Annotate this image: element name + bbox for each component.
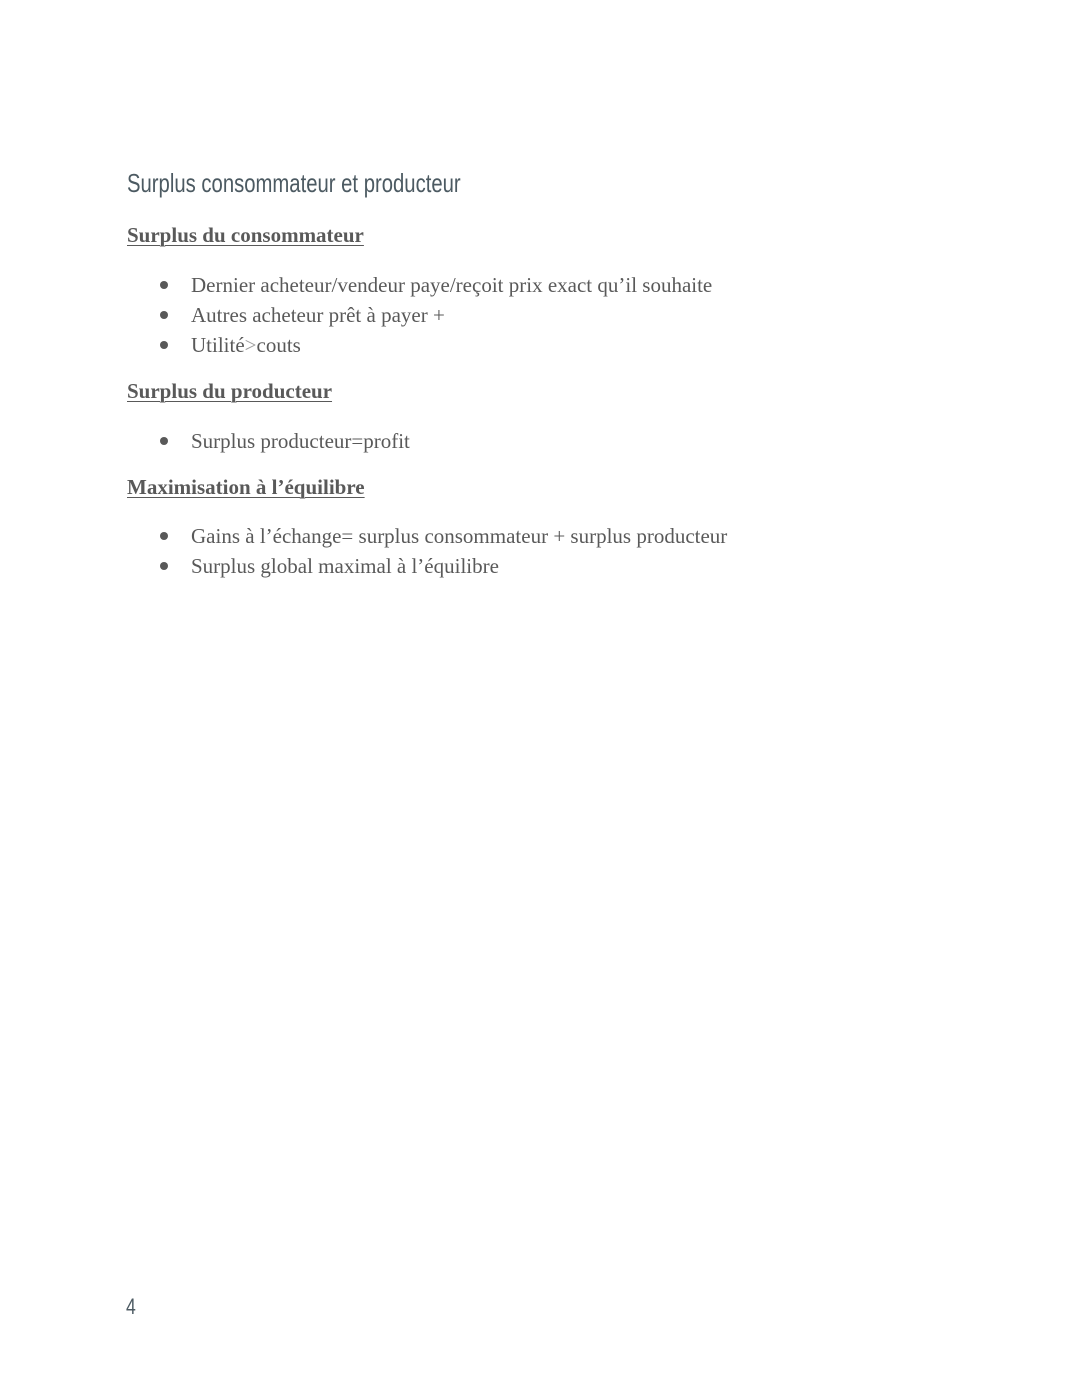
list-item-text: Gains à l’échange= surplus consommateur + surplus producteur [191,524,728,548]
utility-word: Utilité [191,333,245,357]
list-item-text-utility [191,330,301,360]
list-item-text: Surplus global maximal à l’équilibre [191,554,499,578]
greater-than-symbol: > [244,333,257,357]
bullet-icon [160,532,168,540]
section-heading-equilibrium: Maximisation à l’équilibre [127,475,365,499]
bullet-icon [160,562,168,570]
costs-word: couts [256,333,301,357]
section-heading-producer-surplus: Surplus du producteur [127,379,333,403]
section-heading-consumer-surplus: Surplus du consommateur [127,223,364,247]
page-title: Surplus consommateur et producteur [127,168,461,198]
list-item-text: Dernier acheteur/vendeur paye/reçoit prix exact qu’il souhaite [191,273,713,297]
bullet-icon [160,341,168,349]
list-item-text: Autres acheteur prêt à payer + [191,303,445,327]
list-item-text: Surplus producteur=profit [191,429,410,453]
bullet-icon [160,437,168,445]
bullet-icon [160,311,168,319]
page-number: 4 [126,1294,136,1319]
bullet-icon [160,281,168,289]
